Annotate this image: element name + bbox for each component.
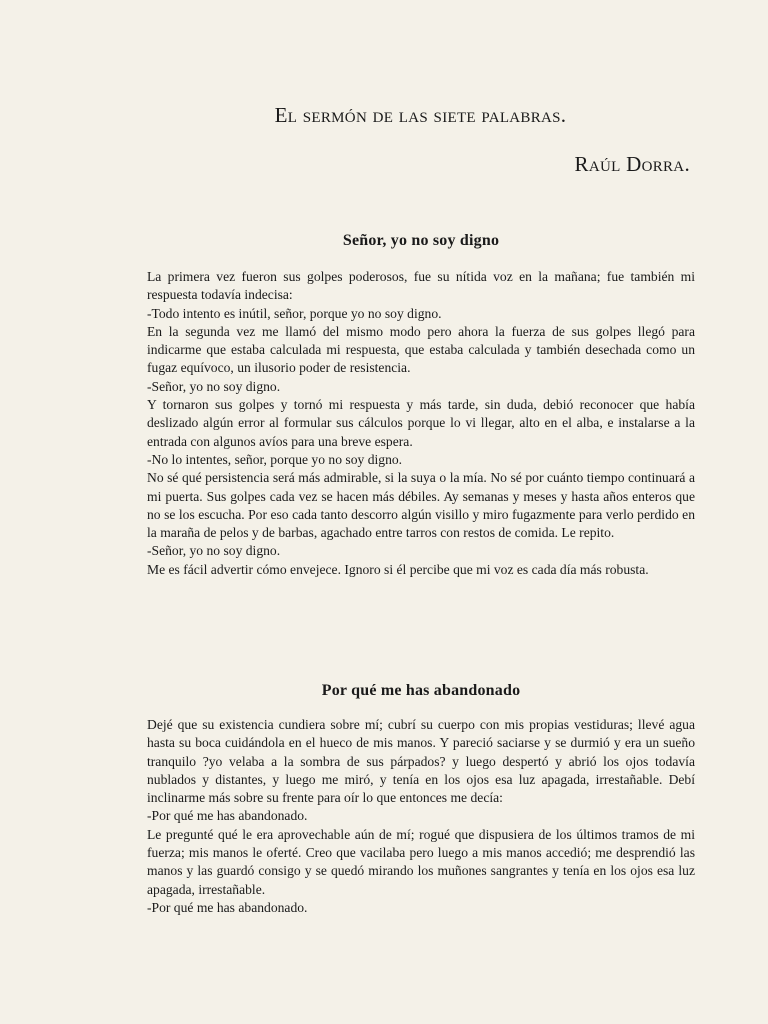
section-title: Señor, yo no soy digno (342, 232, 500, 249)
paragraph: La primera vez fueron sus golpes poderosos, fue su nítida voz en la mañana; fue también mi respuesta todavía indecisa: (147, 269, 695, 303)
section-por-que-me-has-abandonado (147, 682, 695, 917)
dialogue-line: -Por qué me has abandonado. (147, 808, 308, 824)
paragraph: Me es fácil advertir cómo envejece. Ignoro si él percibe que mi voz es cada día más robusta. (147, 561, 649, 577)
document-title: El sermón de las siete palabras. (274, 103, 567, 127)
dialogue-line: -Todo intento es inútil, señor, porque yo no soy digno. (147, 305, 442, 321)
dialogue-line: -Señor, yo no soy digno. (147, 378, 281, 394)
paragraph: No sé qué persistencia será más admirable, si la suya o la mía. No sé por cuánto tiempo continuará a mi puerta. Sus golpes cada vez se hacen más débiles. Ay semanas y meses y hasta años enteros que no se los escucha. Por eso cada tanto descorro algún visillo y miro fugazmente para verlo perdido en la maraña de pelos y de barbas, agachado entre tarros con restos de comida. Le repito. (147, 470, 695, 541)
paragraph: En la segunda vez me llamó del mismo modo pero ahora la fuerza de sus golpes llegó para indicarme que estaba calculada mi respuesta, que estaba calculada y también desechada como un fugaz equívoco, un ilusorio poder de resistencia. (147, 323, 695, 376)
paragraph: Y tornaron sus golpes y tornó mi respuesta y más tarde, sin duda, debió reconocer que había deslizado algún error al formular sus cálculos porque lo vi llegar, alto en el alba, e instalarse a la entrada con algunos avíos para una breve espera. (147, 397, 695, 449)
dialogue-line: -No lo intentes, señor, porque yo no soy digno. (147, 451, 403, 467)
dialogue-line: -Por qué me has abandonado. (147, 899, 308, 915)
section-senor-yo-no-soy-digno (147, 232, 695, 579)
author-name: Raúl Dorra. (574, 152, 690, 176)
paragraph: Le pregunté qué le era aprovechable aún de mí; rogué que dispusiera de los últimos tramos de mi fuerza; mis manos le oferté. Creo que vacilaba pero luego a mis manos accedió; me desprendió las manos y las guardó consigo y se quedó mirando los muñones sangrantes y tenía en los ojos esa luz apagada, irrestañable. (147, 826, 695, 897)
paragraph: Dejé que su existencia cundiera sobre mí; cubrí su cuerpo con mis propias vestiduras; llevé agua hasta su boca cuidándola en el hueco de mis manos. Y pareció saciarse y se durmió y era un sueño tranquilo ?yo velaba a la sombra de sus párpados? y luego despertó y abrió los ojos todavía nublados y distantes, y luego me miró, y tenía en los ojos esa luz apagada, irrestañable. Debí inclinarme más sobre su frente para oír lo que entonces me decía: (147, 717, 695, 806)
section-title: Por qué me has abandonado (321, 682, 521, 699)
dialogue-line: -Señor, yo no soy digno. (147, 543, 281, 559)
title-wrapper (0, 103, 768, 128)
